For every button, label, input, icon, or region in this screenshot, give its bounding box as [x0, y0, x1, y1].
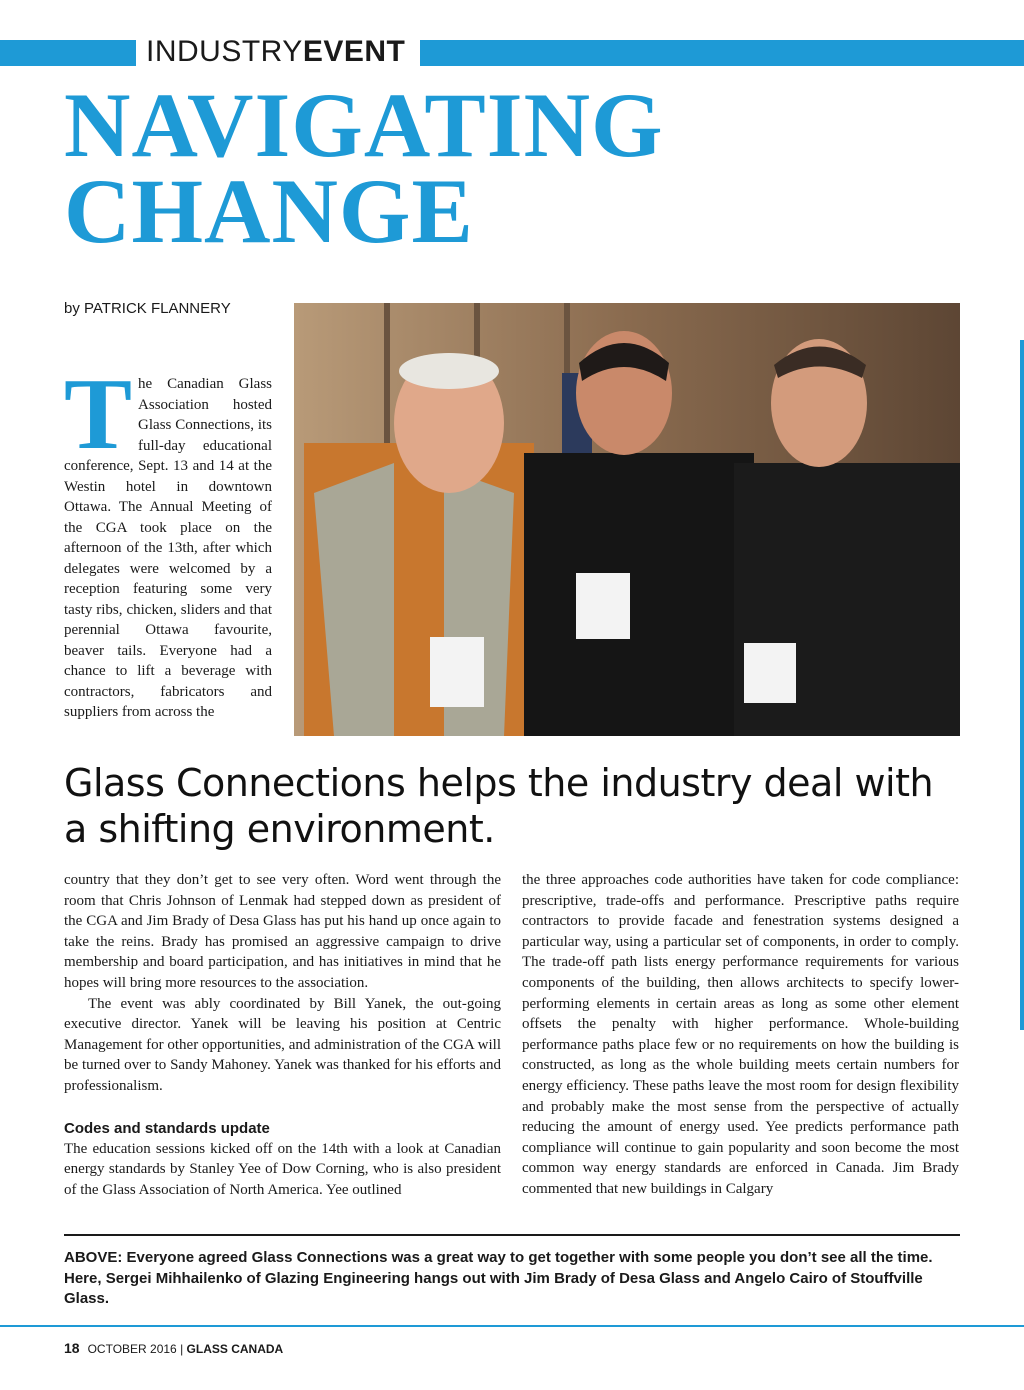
- body-paragraph: The event was ably coordinated by Bill Yanek, the out-going executive director. Yanek will be leaving his position at Centric Management for other opportunities, and administration of the CGA will be turned over to Sandy Mahoney. Yanek was thanked for his efforts and professionalism.: [64, 995, 501, 1094]
- body-paragraph: the three approaches code authorities have taken for code compliance: prescriptive, trade-offs and performance. Prescriptive paths require contractors to provide facade and fenestration systems designed a particular way, using a particular set of components, in order to comply. The trade-off path lists energy performance requirements for various components of the building, then allows architects to specify lower-performing elements in certain areas as long as some other element offsets the penalty with higher performance. Whole-building performance paths place few or no requirements on how the building is constructed, as long as the whole building meets certain numbers for energy efficiency. These paths leave the most room for design flexibility and probably make the most sense from the perspective of actually reducing the amount of energy used. Yee predicts performance path compliance will continue to gain popularity and soon become the most common way energy standards are enforced in Canada. Jim Brady commented that new buildings in Calgary: [522, 872, 959, 1197]
- lead-paragraph: [64, 358, 272, 723]
- event-photo: [294, 303, 960, 736]
- caption-rule: [64, 1234, 960, 1236]
- header-band-left: [0, 40, 136, 66]
- body-paragraph: The education sessions kicked off on the 14th with a look at Canadian energy standards by Stanley Yee of Dow Corning, who is also president of the Glass Association of North America. Yee outlined: [64, 1140, 501, 1198]
- article-headline: NAVIGATING CHANGE: [64, 74, 664, 262]
- photo-caption: ABOVE: Everyone agreed Glass Connections was a great way to get together with some people you don’t see all the time. Here, Sergei Mihhailenko of Glazing Engineering hangs out with Jim Brady of Desa Glass and Angelo Cairo of Stouffville Glass.: [64, 1249, 933, 1307]
- body-paragraph: country that they don’t get to see very often. Word went through the room that Chris Johnson of Lenmak had stepped down as president of the CGA and Jim Brady of Desa Glass has put his hand up once again to take the reins. Brady has promised an aggressive campaign to drive membership and board participation, and has initiatives in mind that he hopes will bring more resources to the association.: [64, 872, 501, 991]
- photo-illustration: [294, 303, 960, 736]
- section-heading: Codes and standards update: [64, 1119, 270, 1137]
- issue-date: OCTOBER 2016 |: [87, 1342, 184, 1356]
- page-number: 18: [64, 1340, 80, 1356]
- section-label-light: INDUSTRY: [146, 35, 303, 68]
- header-band-right: [420, 40, 1024, 66]
- footer-rule: [0, 1325, 1024, 1327]
- publication-name: GLASS CANADA: [186, 1342, 284, 1356]
- section-label-bold: EVENT: [302, 35, 406, 68]
- page-edge-accent: [1020, 340, 1024, 1030]
- body-column-left: [64, 870, 501, 1200]
- section-label: [146, 34, 405, 70]
- drop-cap: T: [64, 358, 133, 471]
- lead-text: he Canadian Glass Association hosted Glass Connections, its full-day educational conference, Sept. 13 and 14 at the Westin hotel in downtown Ottawa. The Annual Meeting of the CGA took place on the afternoon of the 13th, after which delegates were welcomed by a reception featuring some very tasty ribs, chicken, sliders and that perennial Ottawa favourite, beaver tails. Everyone had a chance to lift a beverage with contractors, fabricators and suppliers from across the: [64, 376, 272, 720]
- byline: by PATRICK FLANNERY: [64, 300, 231, 317]
- page-footer: [64, 1340, 283, 1356]
- body-column-right: [522, 870, 959, 1200]
- article-subhead: Glass Connections helps the industry deal with a shifting environment.: [64, 761, 934, 851]
